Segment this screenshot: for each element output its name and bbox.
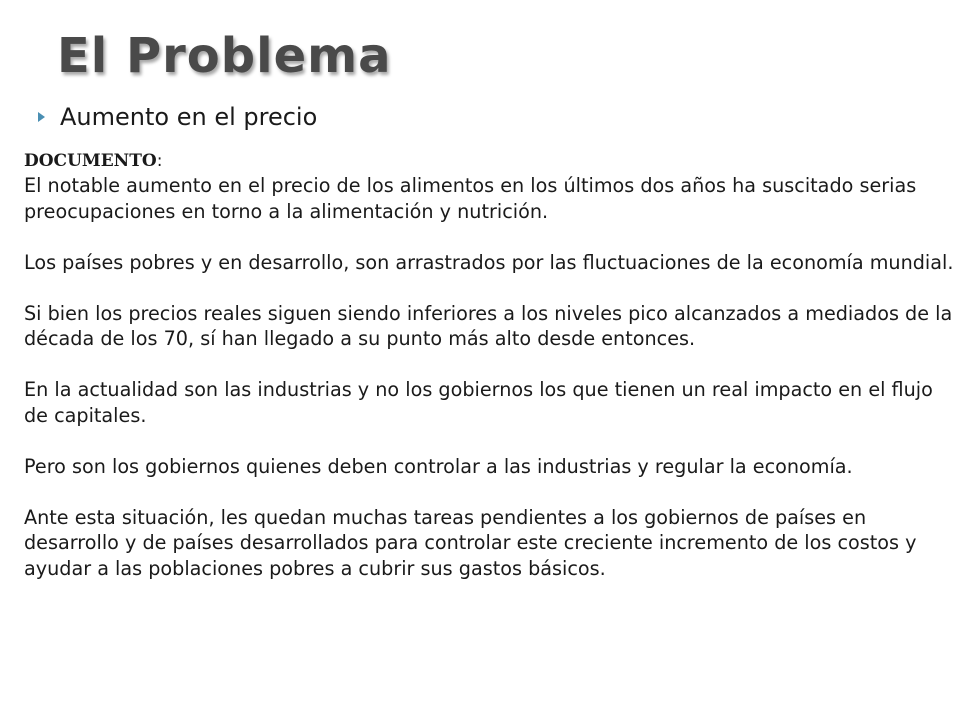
- paragraph-5: Pero son los gobiernos quienes deben controlar a las industrias y regular la economía.: [24, 454, 853, 478]
- bullet-item: [38, 101, 317, 133]
- document-label-text: DOCUMENTO: [24, 151, 157, 171]
- paragraph-1: El notable aumento en el precio de los alimentos en los últimos dos años ha suscitado serias preocupaciones en torno a la alimentación y nutrición.: [24, 174, 917, 223]
- paragraph-4: En la actualidad son las industrias y no los gobiernos los que tienen un real impacto en el flujo de capitales.: [24, 378, 933, 427]
- triangle-bullet-icon: [38, 112, 45, 122]
- paragraph-6: Ante esta situación, les quedan muchas tareas pendientes a los gobiernos de países en desarrollo y de países desarrollados para controlar este creciente incremento de los costos y ayudar a las poblaciones pobres a cubrir sus gastos básicos.: [24, 505, 917, 580]
- document-label-colon: :: [156, 151, 163, 171]
- document-body: [24, 150, 954, 581]
- bullet-text: Aumento en el precio: [60, 103, 318, 131]
- slide-title: El Problema: [57, 28, 392, 84]
- document-label: [24, 150, 954, 173]
- paragraph-3: Si bien los precios reales siguen siendo inferiores a los niveles pico alcanzados a mediados de la década de los 70, sí han llegado a su punto más alto desde entonces.: [24, 301, 953, 350]
- paragraph-2: Los países pobres y en desarrollo, son arrastrados por las fluctuaciones de la economía mundial.: [24, 250, 954, 274]
